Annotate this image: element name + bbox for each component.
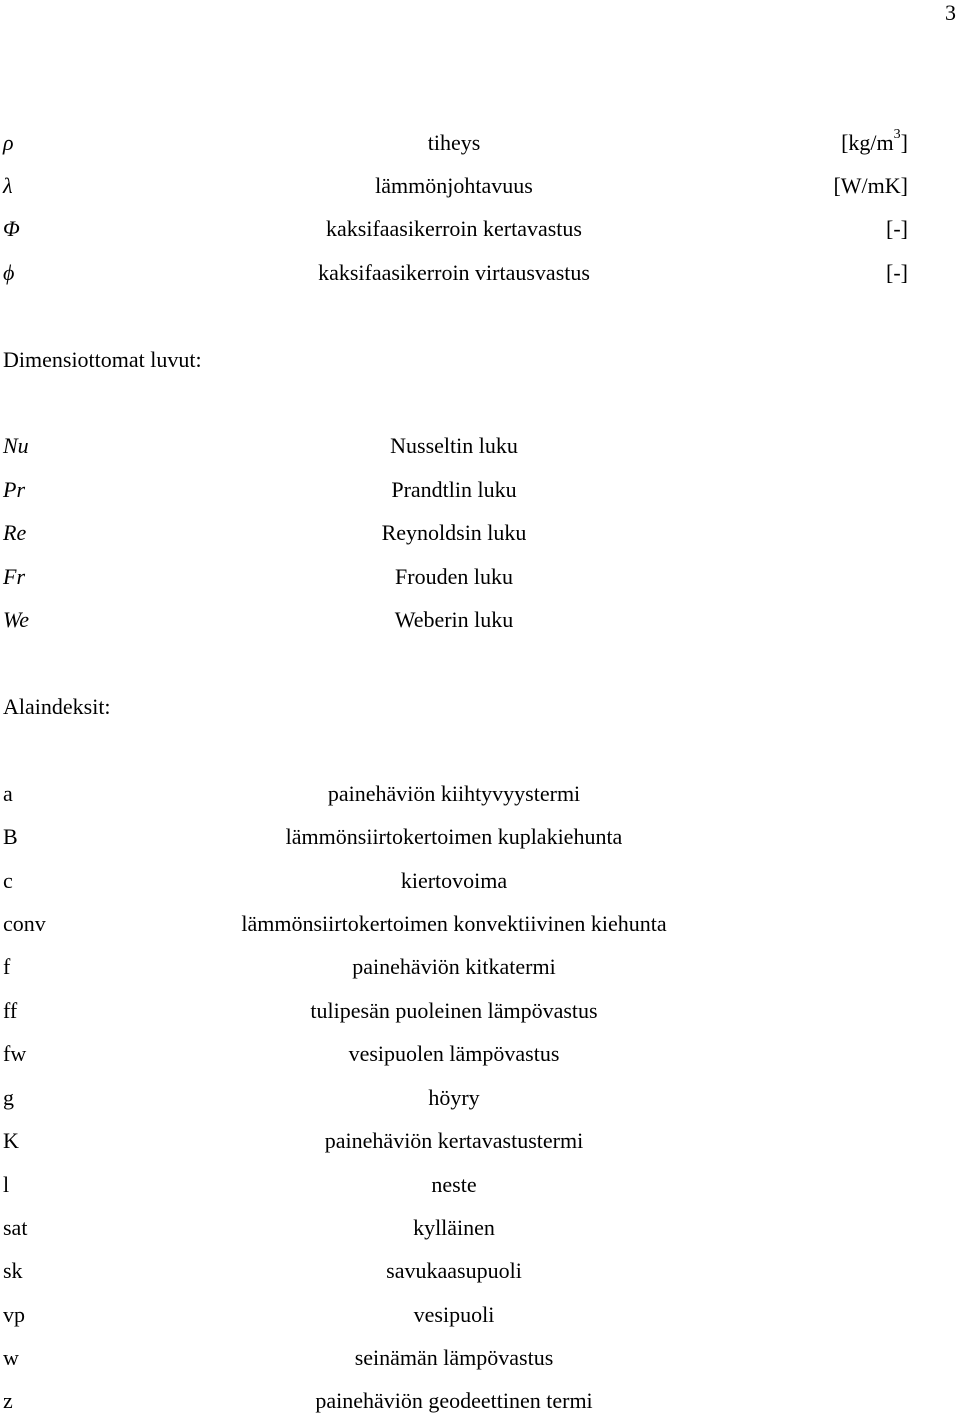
description: painehäviön geodeettinen termi (315, 1388, 593, 1413)
unit: [-] (886, 260, 908, 285)
symbol: Nu (3, 433, 29, 458)
list-item (0, 996, 960, 1026)
subscript-symbol: w (3, 1345, 19, 1370)
description: seinämän lämpövastus (354, 1345, 554, 1370)
subscript-symbol: a (3, 781, 13, 806)
section-heading-dimensionless: Dimensiottomat luvut: (3, 347, 202, 372)
symbol: ϕ (3, 260, 15, 285)
unit: [W/mK] (833, 173, 908, 198)
subscript-symbol: K (3, 1128, 19, 1153)
description: Prandtlin luku (391, 477, 517, 502)
subscript-symbol: z (3, 1388, 13, 1413)
list-item (0, 1300, 960, 1330)
list-item (0, 1039, 960, 1069)
page-number: 3 (945, 0, 956, 25)
list-item (0, 431, 960, 461)
list-item (0, 952, 960, 982)
description: lämmönsiirtokertoimen kuplakiehunta (285, 824, 623, 849)
description: tiheys (427, 130, 481, 155)
subscript-symbol: ff (3, 998, 18, 1023)
subscript-symbol: fw (3, 1041, 27, 1066)
symbol-row (0, 258, 960, 288)
description: vesipuolen lämpövastus (348, 1041, 560, 1066)
list-item (0, 1256, 960, 1286)
unit: [-] (886, 216, 908, 241)
description: Reynoldsin luku (381, 520, 527, 545)
symbol: Φ (3, 216, 20, 241)
symbol: λ (3, 173, 13, 198)
description: neste (431, 1172, 477, 1197)
description: lämmönjohtavuus (375, 173, 533, 198)
symbol: Pr (3, 477, 25, 502)
list-item (0, 909, 960, 939)
description: painehäviön kertavastustermi (324, 1128, 584, 1153)
symbol-row (0, 171, 960, 201)
symbol: We (3, 607, 30, 632)
description: höyry (428, 1085, 480, 1110)
symbol-row (0, 214, 960, 244)
list-item (0, 1343, 960, 1373)
subscript-symbol: vp (3, 1302, 25, 1327)
description: kylläinen (413, 1215, 495, 1240)
list-item (0, 1126, 960, 1156)
subscript-symbol: g (3, 1085, 14, 1110)
list-item (0, 1170, 960, 1200)
list-item (0, 779, 960, 809)
subscript-symbol: l (3, 1172, 10, 1197)
symbol: Re (3, 520, 27, 545)
description: kaksifaasikerroin kertavastus (326, 216, 582, 241)
description: lämmönsiirtokertoimen konvektiivinen kiehunta (241, 911, 667, 936)
description: painehäviön kiihtyvyystermi (327, 781, 581, 806)
description: kaksifaasikerroin virtausvastus (318, 260, 590, 285)
list-item (0, 562, 960, 592)
subscript-symbol: f (3, 954, 11, 979)
symbol: Fr (3, 564, 25, 589)
description: vesipuoli (413, 1302, 495, 1327)
description: Nusseltin luku (390, 433, 518, 458)
subscript-symbol: B (3, 824, 18, 849)
list-item (0, 822, 960, 852)
subscript-symbol: sat (3, 1215, 28, 1240)
list-item (0, 605, 960, 635)
list-item (0, 866, 960, 896)
description: savukaasupuoli (386, 1258, 522, 1283)
subscript-symbol: sk (3, 1258, 23, 1283)
section-heading-subscripts: Alaindeksit: (3, 694, 111, 719)
description: Weberin luku (394, 607, 514, 632)
description: Frouden luku (395, 564, 513, 589)
list-item (0, 518, 960, 548)
symbol-row (0, 128, 960, 158)
list-item (0, 475, 960, 505)
list-item (0, 1083, 960, 1113)
description: kiertovoima (400, 868, 508, 893)
list-item (0, 1213, 960, 1243)
subscript-symbol: c (3, 868, 13, 893)
unit: $[kg/m^3]$ (841, 126, 908, 155)
list-item (0, 1386, 960, 1416)
subscript-symbol: conv (3, 911, 46, 936)
description: tulipesän puoleinen lämpövastus (310, 998, 598, 1023)
symbol: ρ (3, 130, 14, 155)
description: painehäviön kitkatermi (352, 954, 556, 979)
